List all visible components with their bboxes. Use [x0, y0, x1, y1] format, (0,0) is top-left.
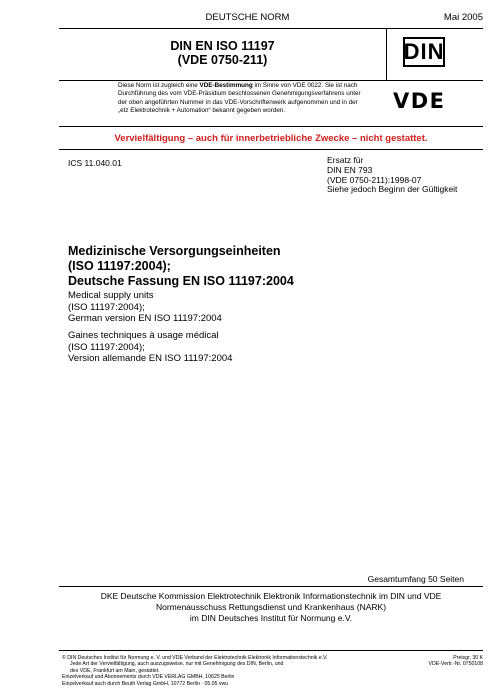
top-rule	[59, 28, 483, 29]
vde-classification: (VDE 0750-211)	[177, 53, 268, 67]
warning-rule	[59, 149, 483, 150]
title-french: Gaines techniques à usage médical (ISO 11197:2004); Version allemande EN ISO 11197:2004	[68, 330, 233, 364]
title-german: Medizinische Versorgungseinheiten (ISO 11197:2004); Deutsche Fassung EN ISO 11197:2004	[68, 244, 294, 288]
vde-bestimmung-emphasis: VDE-Bestimmung	[199, 82, 253, 89]
standard-type-label: DEUTSCHE NORM	[205, 12, 290, 23]
document-number-block	[59, 33, 386, 75]
committee-info: DKE Deutsche Kommission Elektrotechnik Elektronik Informationstechnik im DIN und VDE Normenausschuss Rettungsdienst und Krankenhaus (NARK) im DIN Deutsches Institut für Normung e.V.	[100, 591, 442, 623]
title-divider	[386, 28, 387, 80]
publication-date: Mai 2005	[443, 12, 483, 23]
document-number: DIN EN ISO 11197	[170, 39, 275, 53]
title-english: Medical supply units (ISO 11197:2004); German version EN ISO 11197:2004	[68, 290, 222, 324]
price-group: Preisgr. 30 K	[453, 655, 483, 661]
vde-logo: VDE	[393, 89, 446, 113]
price-info	[429, 655, 484, 668]
vde-note: Diese Norm ist zugleich eine VDE-Bestimmung im Sinne von VDE 0022. Sie ist nach Durchführung des vom VDE-Präsidium beschlossenen Genehmigungsverfahrens unter der oben angeführten Nummer in das VDE-Vorschriftenwerk aufgenommen und in der „etz Elektrotechnik + Automation“ bekannt gegeben worden.	[118, 82, 361, 115]
copyright-footer: © DIN Deutsches Institut für Normung e. V. und VDE Verband der Elektrotechnik Elektronik Informationstechnik e.V. Jede Art der Vervielfältigung, auch auszugsweise, nur mit Genehmigung des DIN, Berlin, und des VDE, Frankfurt am Main, gestattet. Einzelverkauf und Abonnements durch VDE VERLAG GMBH, 10625 Berlin Einzelverkauf auch durch Beuth Verlag GmbH, 10772 Berlin · 05.05 vwu	[62, 655, 328, 687]
ics-code: ICS 11.040.01	[68, 158, 122, 168]
replacement-info: Ersatz für DIN EN 793 (VDE 0750-211):1998-07 Siehe jedoch Beginn der Gültigkeit	[327, 155, 458, 195]
order-number: VDE-Vertr.-Nr. 0750108	[428, 661, 483, 668]
total-pages: Gesamtumfang 50 Seiten	[367, 574, 464, 584]
din-logo: DIN	[403, 37, 445, 67]
committee-top-rule	[59, 586, 483, 587]
copy-warning: Vervielfältigung – auch für innerbetriebliche Zwecke – nicht gestattet.	[114, 133, 428, 144]
title-block-rule	[59, 80, 483, 81]
footer-rule	[59, 650, 483, 651]
vde-note-rule	[59, 126, 483, 127]
